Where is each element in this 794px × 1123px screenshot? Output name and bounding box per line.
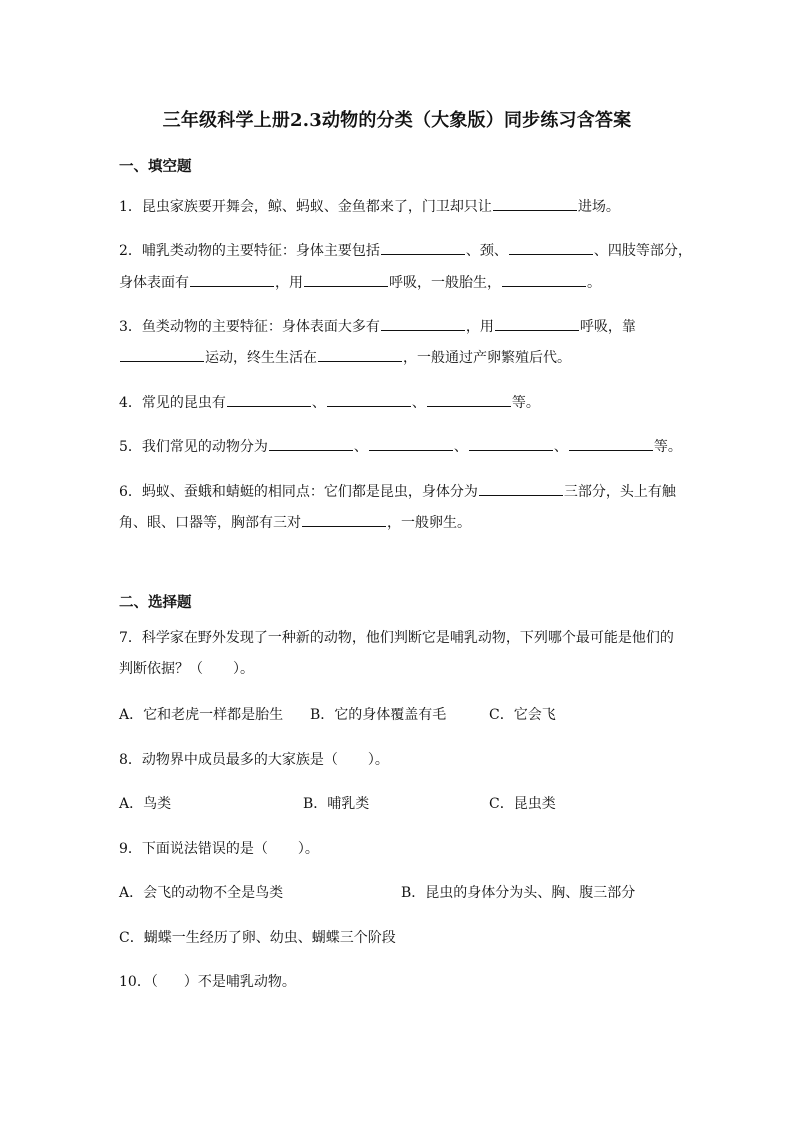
q2-text-g: 。: [587, 275, 601, 291]
q2-text-c: 、四肢等部分，: [593, 243, 692, 259]
q10-text-a: 10．（: [119, 974, 158, 990]
q8-option-b[interactable]: B．哺乳类: [303, 796, 370, 812]
q6-text-c: 角、眼、口器等，胸部有三对: [119, 515, 301, 531]
question-5: [119, 436, 682, 456]
question-8: [119, 751, 389, 769]
question-3-line-1: [119, 316, 636, 336]
question-6-line-2: [119, 512, 471, 532]
page-title: 三年级科学上册2.3动物的分类（大象版）同步练习含答案: [162, 110, 632, 131]
q8-option-c[interactable]: C．昆虫类: [489, 796, 556, 812]
question-1: [119, 196, 620, 216]
answer-blank[interactable]: [493, 196, 577, 211]
q3-text-a: 3．鱼类动物的主要特征：身体表面大多有: [119, 319, 380, 335]
q5-text-c: 、: [453, 439, 468, 455]
question-4: [119, 392, 540, 412]
q7-option-b[interactable]: B．它的身体覆盖有毛: [310, 707, 447, 723]
q3-text-b: ，用: [465, 319, 494, 335]
q9-option-a[interactable]: A．会飞的动物不全是鸟类: [119, 885, 284, 901]
question-6-line-1: [119, 481, 676, 501]
q10-text-b: ）不是哺乳动物。: [183, 974, 296, 990]
q5-text-b: 、: [353, 439, 368, 455]
answer-blank[interactable]: [502, 272, 586, 287]
q8-text-a: 8．动物界中成员最多的大家族是（: [119, 752, 338, 768]
q4-text-c: 、: [411, 395, 426, 411]
answer-blank[interactable]: [269, 436, 353, 451]
q9-text-a: 9．下面说法错误的是（: [119, 841, 268, 857]
q2-text-f: 呼吸，一般胎生，: [389, 275, 501, 291]
question-7-line-2: [119, 660, 254, 678]
answer-blank[interactable]: [479, 481, 563, 496]
q3-text-e: ，一般通过产卵繁殖后代。: [403, 350, 571, 366]
q8-text-b: ）。: [367, 752, 389, 768]
q7-option-c[interactable]: C．它会飞: [489, 707, 556, 723]
answer-blank[interactable]: [120, 347, 204, 362]
q4-text-b: 、: [311, 395, 326, 411]
q7-text-b: ）。: [233, 661, 254, 677]
answer-blank[interactable]: [227, 392, 311, 407]
question-2-line-1: [119, 240, 692, 260]
q6-text-a: 6．蚂蚁、蚕蛾和蜻蜓的相同点：它们都是昆虫，身体分为: [119, 484, 478, 500]
q2-text-d: 身体表面有: [119, 275, 189, 291]
q9-option-c[interactable]: C．蝴蝶一生经历了卵、幼虫、蝴蝶三个阶段: [119, 930, 396, 946]
q3-text-d: 运动，终生生活在: [205, 350, 317, 366]
q2-text-a: 2．哺乳类动物的主要特征：身体主要包括: [119, 243, 380, 259]
answer-blank[interactable]: [302, 512, 386, 527]
answer-blank[interactable]: [327, 392, 411, 407]
q2-text-b: 、颈、: [465, 243, 508, 259]
q6-text-b: 三部分，头上有触: [563, 484, 676, 500]
q4-text-a: 4．常见的昆虫有: [119, 395, 226, 411]
section-heading-fill-blank: 一、填空题: [119, 158, 192, 175]
q5-text-e: 等。: [653, 439, 682, 455]
answer-blank[interactable]: [509, 240, 593, 255]
section-heading-multiple-choice: 二、选择题: [119, 594, 192, 611]
question-3-line-2: [119, 347, 571, 367]
answer-blank[interactable]: [381, 316, 465, 331]
answer-blank[interactable]: [469, 436, 553, 451]
answer-blank[interactable]: [318, 347, 402, 362]
question-9: [119, 840, 319, 858]
q1-text-a: 1．昆虫家族要开舞会，鲸、蚂蚁、金鱼都来了，门卫却只让: [119, 199, 492, 215]
q3-text-c: 呼吸，靠: [579, 319, 636, 335]
q9-text-b: ）。: [297, 841, 319, 857]
question-7-line-1: 7．科学家在野外发现了一种新的动物，他们判断它是哺乳动物，下列哪个最可能是他们的: [119, 630, 674, 646]
answer-blank[interactable]: [427, 392, 511, 407]
q6-text-d: ，一般卵生。: [387, 515, 471, 531]
q5-text-a: 5．我们常见的动物分为: [119, 439, 268, 455]
q7-text-a: 判断依据？（: [119, 661, 203, 677]
answer-blank[interactable]: [569, 436, 653, 451]
q4-text-d: 等。: [511, 395, 540, 411]
question-2-line-2: [119, 272, 601, 292]
question-10: [119, 973, 296, 991]
answer-blank[interactable]: [381, 240, 465, 255]
q8-option-a[interactable]: A．鸟类: [119, 796, 172, 812]
q9-option-b[interactable]: B．昆虫的身体分为头、胸、腹三部分: [401, 885, 636, 901]
answer-blank[interactable]: [369, 436, 453, 451]
answer-blank[interactable]: [495, 316, 579, 331]
answer-blank[interactable]: [304, 272, 388, 287]
q7-option-a[interactable]: A．它和老虎一样都是胎生: [119, 707, 284, 723]
answer-blank[interactable]: [190, 272, 274, 287]
q5-text-d: 、: [553, 439, 568, 455]
q2-text-e: ，用: [275, 275, 303, 291]
q1-text-b: 进场。: [577, 199, 620, 215]
